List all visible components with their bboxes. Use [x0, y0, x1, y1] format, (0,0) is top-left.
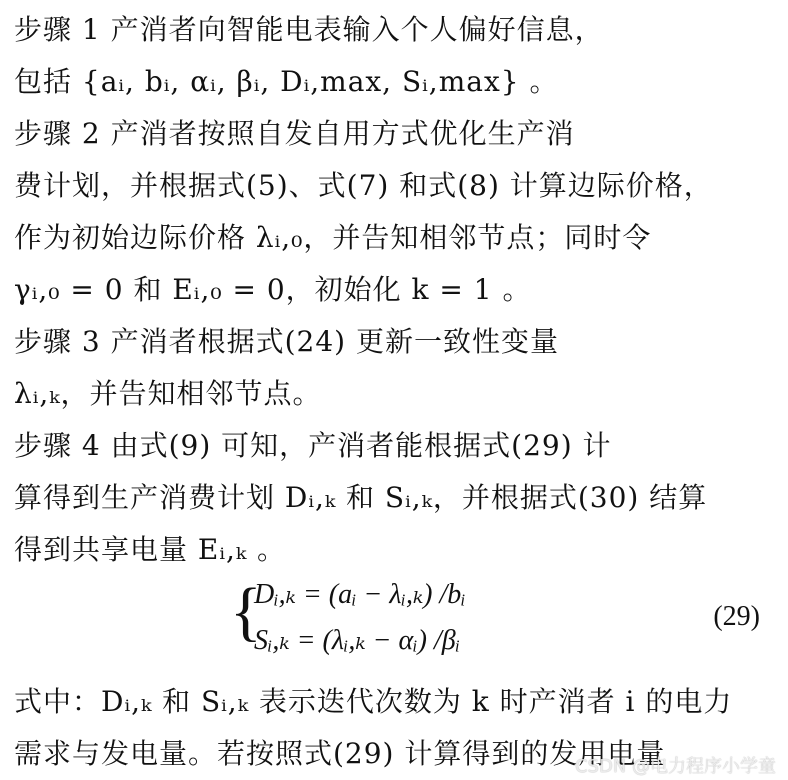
text-line-1: 步骤 1 产消者向智能电表输入个人偏好信息，	[14, 13, 604, 46]
text-line-3: 步骤 2 产消者按照自发自用方式优化生产消	[14, 117, 575, 150]
csdn-watermark: CSDN @电力程序小学童	[574, 756, 776, 777]
text-line-5: 作为初始边际价格 λᵢ,₀，并告知相邻节点；同时令	[14, 221, 652, 254]
text-line-6: γᵢ,₀ = 0 和 Eᵢ,₀ = 0，初始化 k = 1 。	[14, 273, 532, 306]
equation-29	[230, 570, 770, 670]
text-line-4: 费计划，并根据式(5)、式(7) 和式(8) 计算边际价格，	[14, 169, 713, 202]
text-line-10: 算得到生产消费计划 Dᵢ,ₖ 和 Sᵢ,ₖ，并根据式(30) 结算	[14, 481, 708, 514]
text-line-9: 步骤 4 由式(9) 可知，产消者能根据式(29) 计	[14, 429, 612, 462]
text-line-13: 需求与发电量。若按照式(29) 计算得到的发用电量	[14, 737, 666, 770]
text-line-11: 得到共享电量 Eᵢ,ₖ 。	[14, 533, 286, 566]
equation-line-1: Dᵢ,ₖ = (aᵢ − λᵢ,ₖ) /bᵢ	[254, 579, 466, 610]
text-line-7: 步骤 3 产消者根据式(24) 更新一致性变量	[14, 325, 559, 358]
equation-number: (29)	[713, 601, 760, 632]
text-line-2: 包括 {aᵢ, bᵢ, αᵢ, βᵢ, Dᵢ,max, Sᵢ,max} 。	[14, 65, 559, 98]
text-line-8: λᵢ,ₖ，并告知相邻节点。	[14, 377, 322, 410]
text-line-12: 式中：Dᵢ,ₖ 和 Sᵢ,ₖ 表示迭代次数为 k 时产消者 i 的电力	[14, 685, 733, 718]
equation-line-2: Sᵢ,ₖ = (λᵢ,ₖ − αᵢ) /βᵢ	[254, 625, 461, 656]
left-brace-icon: {	[230, 575, 262, 648]
